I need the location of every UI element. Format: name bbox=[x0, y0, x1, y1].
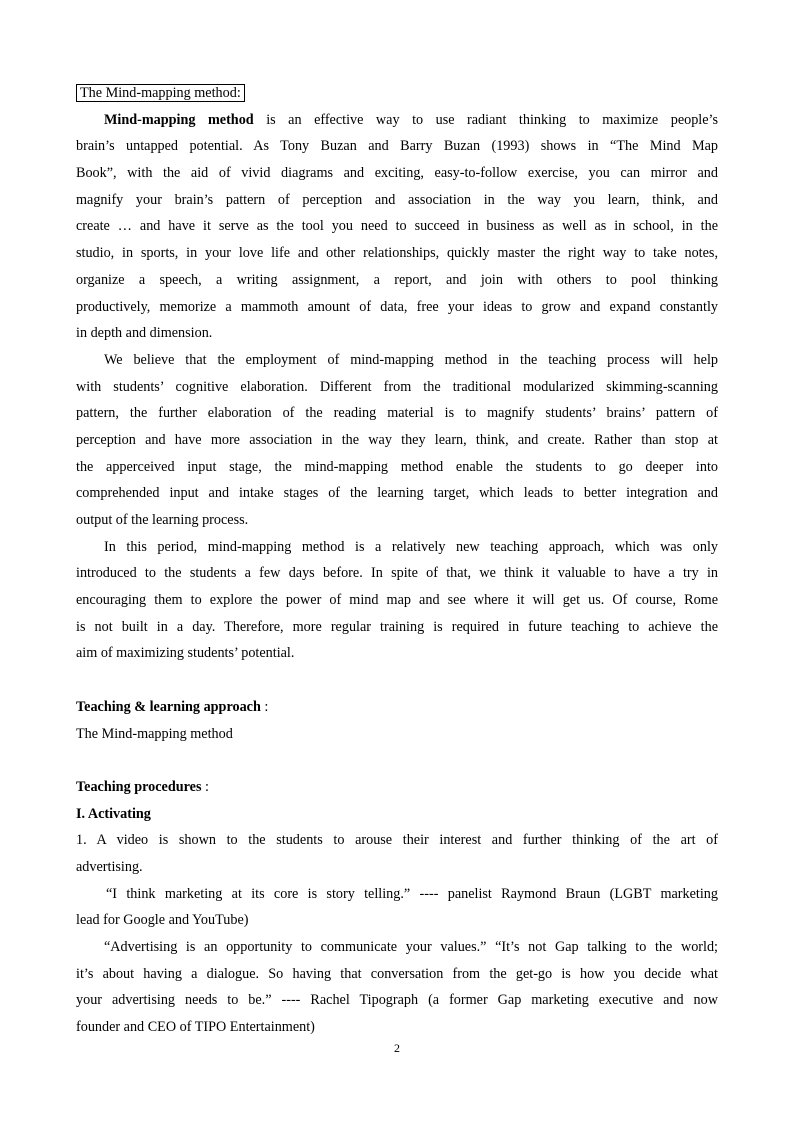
item1-line-1: 1. A video is shown to the students to arouse their interest and further thinking of the art of bbox=[76, 832, 718, 849]
intro-line-8: productively, memorize a mammoth amount of data, free your ideas to grow and expand constantly bbox=[76, 298, 718, 315]
boxed-heading-line bbox=[76, 80, 718, 107]
spacer bbox=[76, 747, 718, 774]
para3-line-2: introduced to the students a few days before. In spite of that, we think it valuable to have a try in bbox=[76, 565, 718, 582]
intro-line-3: Book”, with the aid of vivid diagrams and exciting, easy-to-follow exercise, you can mirror and bbox=[76, 165, 718, 182]
intro-line-4: magnify your brain’s pattern of perception and association in the way you learn, think, and bbox=[76, 191, 718, 208]
para2-line-4: perception and have more association in the way they learn, think, and create. Rather than stop at bbox=[76, 431, 718, 448]
para2-line-1: We believe that the employment of mind-mapping method in the teaching process will help bbox=[104, 351, 718, 368]
quote2-line-3: your advertising needs to be.” ---- Rachel Tipograph (a former Gap marketing executive and now bbox=[76, 992, 718, 1009]
procedures-heading-line bbox=[76, 774, 718, 801]
document-body bbox=[76, 80, 718, 1041]
boxed-section-title: The Mind-mapping method: bbox=[76, 84, 245, 102]
section-heading-line bbox=[76, 801, 718, 828]
procedures-colon: : bbox=[201, 778, 209, 795]
intro-text-1: is an effective way to use radiant thinking to maximize people’s bbox=[253, 111, 719, 128]
para3-line-1: In this period, mind-mapping method is a relatively new teaching approach, which was only bbox=[104, 538, 718, 555]
spacer bbox=[76, 667, 718, 694]
intro-line-5: create … and have it serve as the tool you need to succeed in business as well as in school, in the bbox=[76, 218, 718, 235]
item1-line-2: advertising. bbox=[76, 858, 143, 875]
intro-line-1 bbox=[76, 107, 718, 134]
para2-line-7: output of the learning process. bbox=[76, 512, 249, 528]
intro-line-7: organize a speech, a writing assignment, a report, and join with others to pool thinking bbox=[76, 271, 718, 288]
quote2-line-2: it’s about having a dialogue. So having that conversation from the get-go is how you decide what bbox=[76, 965, 718, 982]
approach-colon: : bbox=[260, 698, 269, 715]
para3-line-3: encouraging them to explore the power of mind map and see where it will get us. Of course, Rome bbox=[76, 592, 718, 609]
intro-term: Mind-mapping method bbox=[104, 111, 254, 128]
para3-line-5: aim of maximizing students’ potential. bbox=[76, 645, 295, 662]
intro-line-6: studio, in sports, in your love life and other relationships, quickly master the right way to take notes, bbox=[76, 245, 718, 262]
section-heading-activating: I. Activating bbox=[76, 805, 151, 822]
page-number: 2 bbox=[394, 1041, 400, 1055]
approach-heading-line bbox=[76, 694, 718, 721]
para2-line-2: with students’ cognitive elaboration. Different from the traditional modularized skimming-scanning bbox=[76, 378, 718, 395]
quote2-line-1: “Advertising is an opportunity to communicate your values.” “It’s not Gap talking to the world; bbox=[104, 939, 718, 955]
para2-line-5: the apperceived input stage, the mind-mapping method enable the students to go deeper into bbox=[76, 458, 718, 475]
procedures-heading: Teaching procedures bbox=[76, 778, 202, 795]
intro-line-2: brain’s untapped potential. As Tony Buzan and Barry Buzan (1993) shows in “The Mind Map bbox=[76, 138, 718, 155]
para2-line-6: comprehended input and intake stages of the learning target, which leads to better integration and bbox=[76, 485, 718, 502]
quote1-line-1: “I think marketing at its core is story telling.” ---- panelist Raymond Braun (LGBT marketing bbox=[106, 885, 718, 902]
para2-line-3: pattern, the further elaboration of the reading material is to magnify students’ brains’ pattern of bbox=[76, 405, 718, 422]
para3-line-4: is not built in a day. Therefore, more regular training is required in future teaching to achieve the bbox=[76, 618, 718, 635]
quote2-line-4: founder and CEO of TIPO Entertainment) bbox=[76, 1019, 315, 1036]
approach-heading: Teaching & learning approach bbox=[76, 698, 261, 715]
quote1-line-2: lead for Google and YouTube) bbox=[76, 912, 249, 929]
intro-line-9: in depth and dimension. bbox=[76, 325, 213, 342]
approach-value: The Mind-mapping method bbox=[76, 725, 233, 742]
